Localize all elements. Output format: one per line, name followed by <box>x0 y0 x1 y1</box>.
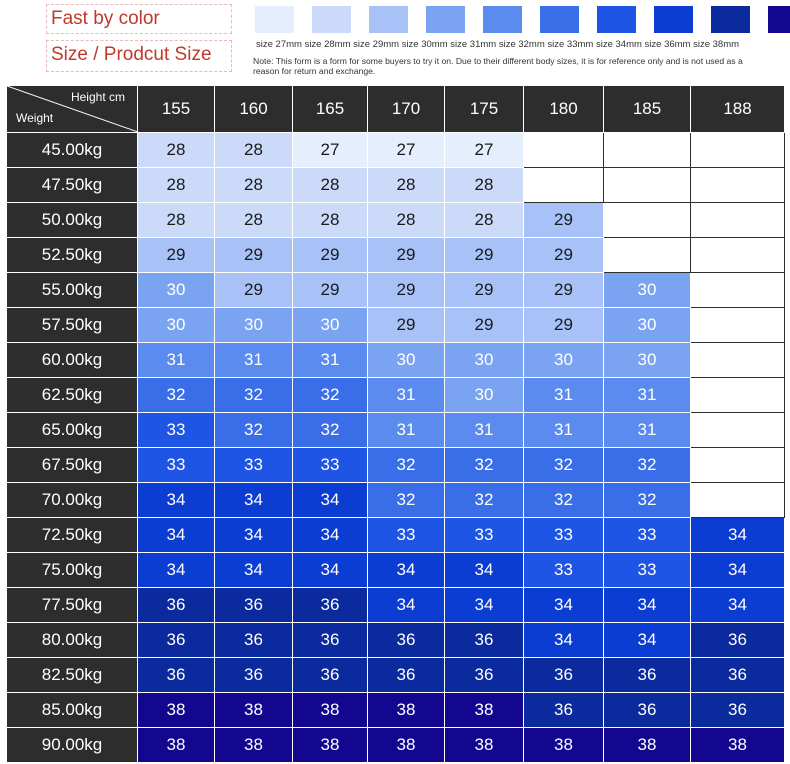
weight-label: 90.00kg <box>7 728 138 763</box>
size-cell: 32 <box>368 448 445 483</box>
table-row <box>7 483 785 518</box>
size-cell: 33 <box>445 518 524 553</box>
size-cell: 34 <box>604 588 691 623</box>
size-cell: 34 <box>215 553 293 588</box>
weight-label: 80.00kg <box>7 623 138 658</box>
size-cell: 27 <box>445 133 524 168</box>
size-cell: 34 <box>524 588 604 623</box>
size-cell: 34 <box>604 623 691 658</box>
size-cell: 29 <box>524 273 604 308</box>
table-row <box>7 658 785 693</box>
legend-swatch-36 <box>711 6 750 33</box>
height-header-175: 175 <box>445 86 524 133</box>
size-cell: 36 <box>138 588 215 623</box>
title-fast-by-color: Fast by color <box>46 4 232 34</box>
size-cell: 28 <box>138 168 215 203</box>
size-cell: 33 <box>524 553 604 588</box>
size-cell: 31 <box>293 343 368 378</box>
table-row <box>7 203 785 238</box>
color-legend <box>255 6 790 33</box>
weight-label: 65.00kg <box>7 413 138 448</box>
size-cell: 33 <box>138 448 215 483</box>
size-cell: 34 <box>691 588 785 623</box>
size-cell: 30 <box>604 343 691 378</box>
table-row <box>7 238 785 273</box>
size-cell: 33 <box>524 518 604 553</box>
size-cell: 29 <box>293 273 368 308</box>
size-cell: 34 <box>445 588 524 623</box>
size-cell: 32 <box>215 413 293 448</box>
size-cell: 31 <box>138 343 215 378</box>
size-cell: 33 <box>604 518 691 553</box>
weight-label: 82.50kg <box>7 658 138 693</box>
size-cell: 32 <box>215 378 293 413</box>
legend-swatch-27 <box>255 6 294 33</box>
weight-label: 50.00kg <box>7 203 138 238</box>
legend-swatch-38 <box>768 6 790 33</box>
size-cell: 30 <box>293 308 368 343</box>
height-header-165: 165 <box>293 86 368 133</box>
size-cell: 38 <box>293 728 368 763</box>
size-cell: 29 <box>215 273 293 308</box>
size-cell <box>691 378 785 413</box>
size-cell: 36 <box>445 658 524 693</box>
size-cell: 31 <box>604 413 691 448</box>
table-row <box>7 273 785 308</box>
table-row <box>7 588 785 623</box>
weight-label: 67.50kg <box>7 448 138 483</box>
weight-label: 85.00kg <box>7 693 138 728</box>
size-cell: 36 <box>138 623 215 658</box>
size-cell: 27 <box>368 133 445 168</box>
weight-label: 47.50kg <box>7 168 138 203</box>
size-cell: 38 <box>138 693 215 728</box>
size-cell: 36 <box>604 693 691 728</box>
size-cell <box>604 133 691 168</box>
size-cell: 34 <box>215 518 293 553</box>
size-cell: 28 <box>138 203 215 238</box>
size-cell: 34 <box>524 623 604 658</box>
size-cell: 36 <box>368 658 445 693</box>
table-row <box>7 133 785 168</box>
size-cell <box>691 413 785 448</box>
height-header-185: 185 <box>604 86 691 133</box>
size-cell: 28 <box>215 203 293 238</box>
size-cell: 32 <box>368 483 445 518</box>
size-cell: 34 <box>138 518 215 553</box>
size-cell: 31 <box>524 378 604 413</box>
size-cell: 36 <box>215 623 293 658</box>
size-cell: 36 <box>138 658 215 693</box>
legend-swatch-30 <box>426 6 465 33</box>
table-row <box>7 308 785 343</box>
size-cell: 32 <box>293 378 368 413</box>
size-cell: 31 <box>524 413 604 448</box>
size-cell: 36 <box>293 623 368 658</box>
size-cell: 34 <box>368 588 445 623</box>
table-row <box>7 623 785 658</box>
table-row <box>7 448 785 483</box>
size-cell: 36 <box>215 658 293 693</box>
height-header-160: 160 <box>215 86 293 133</box>
weight-label: 52.50kg <box>7 238 138 273</box>
size-cell: 31 <box>604 378 691 413</box>
disclaimer-note: Note: This form is a form for some buyers to try it on. Due to their different body sizes, it is for reference only and is not used as a reason for return and exchange. <box>253 56 743 76</box>
size-cell <box>691 273 785 308</box>
size-cell: 34 <box>368 553 445 588</box>
size-cell: 30 <box>445 343 524 378</box>
size-cell: 28 <box>215 168 293 203</box>
height-header-180: 180 <box>524 86 604 133</box>
size-cell: 34 <box>691 553 785 588</box>
size-cell <box>691 448 785 483</box>
size-cell: 31 <box>368 378 445 413</box>
title-product-size: Size / Prodcut Size <box>46 40 232 72</box>
size-cell: 36 <box>524 658 604 693</box>
size-cell: 34 <box>215 483 293 518</box>
size-cell: 32 <box>445 448 524 483</box>
weight-label: 45.00kg <box>7 133 138 168</box>
size-cell: 32 <box>445 483 524 518</box>
size-cell: 30 <box>604 273 691 308</box>
size-cell: 28 <box>368 203 445 238</box>
size-cell: 28 <box>138 133 215 168</box>
size-cell: 38 <box>691 728 785 763</box>
size-cell <box>524 168 604 203</box>
weight-label: 75.00kg <box>7 553 138 588</box>
size-cell: 28 <box>445 168 524 203</box>
legend-swatch-29 <box>369 6 408 33</box>
weight-label: 72.50kg <box>7 518 138 553</box>
height-header-188: 188 <box>691 86 785 133</box>
size-cell: 38 <box>445 693 524 728</box>
size-cell: 36 <box>293 588 368 623</box>
weight-label: 55.00kg <box>7 273 138 308</box>
size-cell: 34 <box>293 518 368 553</box>
weight-axis-label: Weight <box>16 111 54 125</box>
size-cell: 33 <box>604 553 691 588</box>
size-cell: 34 <box>445 553 524 588</box>
size-cell: 29 <box>445 238 524 273</box>
legend-swatch-32 <box>540 6 579 33</box>
height-header-row <box>7 86 785 133</box>
size-cell <box>604 238 691 273</box>
size-cell <box>691 483 785 518</box>
table-row <box>7 518 785 553</box>
size-cell: 32 <box>604 448 691 483</box>
size-cell: 29 <box>524 308 604 343</box>
table-row <box>7 168 785 203</box>
size-cell: 28 <box>368 168 445 203</box>
size-cell: 33 <box>138 413 215 448</box>
size-cell: 36 <box>524 693 604 728</box>
size-cell: 28 <box>293 203 368 238</box>
size-cell: 29 <box>215 238 293 273</box>
size-cell <box>604 168 691 203</box>
size-cell: 36 <box>368 623 445 658</box>
size-cell: 29 <box>138 238 215 273</box>
size-table <box>6 85 785 763</box>
height-header-155: 155 <box>138 86 215 133</box>
size-cell: 36 <box>691 658 785 693</box>
size-cell: 38 <box>215 728 293 763</box>
size-cell: 29 <box>524 238 604 273</box>
size-cell: 38 <box>604 728 691 763</box>
size-cell: 29 <box>368 308 445 343</box>
size-cell: 34 <box>293 483 368 518</box>
size-cell: 30 <box>215 308 293 343</box>
size-cell: 36 <box>604 658 691 693</box>
size-cell: 28 <box>293 168 368 203</box>
size-cell <box>691 168 785 203</box>
legend-swatch-31 <box>483 6 522 33</box>
height-header-170: 170 <box>368 86 445 133</box>
size-cell: 30 <box>138 273 215 308</box>
size-cell: 32 <box>138 378 215 413</box>
size-cell <box>691 343 785 378</box>
table-row <box>7 728 785 763</box>
size-cell: 32 <box>604 483 691 518</box>
weight-label: 60.00kg <box>7 343 138 378</box>
size-cell: 30 <box>445 378 524 413</box>
weight-label: 62.50kg <box>7 378 138 413</box>
size-cell: 36 <box>691 693 785 728</box>
size-cell: 30 <box>138 308 215 343</box>
size-cell <box>691 308 785 343</box>
size-cell: 33 <box>215 448 293 483</box>
size-cell: 34 <box>138 483 215 518</box>
size-cell: 38 <box>138 728 215 763</box>
size-cell: 38 <box>524 728 604 763</box>
size-cell: 38 <box>368 728 445 763</box>
table-row <box>7 693 785 728</box>
size-cell: 34 <box>293 553 368 588</box>
size-cell: 29 <box>445 308 524 343</box>
height-axis-label: Height cm <box>70 90 125 104</box>
size-cell: 36 <box>215 588 293 623</box>
size-cell: 29 <box>445 273 524 308</box>
size-cell: 31 <box>445 413 524 448</box>
table-row <box>7 553 785 588</box>
size-cell <box>691 203 785 238</box>
size-cell: 32 <box>524 483 604 518</box>
size-cell <box>524 133 604 168</box>
size-cell: 38 <box>215 693 293 728</box>
size-cell: 28 <box>215 133 293 168</box>
size-cell: 27 <box>293 133 368 168</box>
size-cell: 29 <box>524 203 604 238</box>
size-cell: 29 <box>368 273 445 308</box>
table-row <box>7 413 785 448</box>
weight-label: 77.50kg <box>7 588 138 623</box>
size-cell: 30 <box>368 343 445 378</box>
legend-swatch-28 <box>312 6 351 33</box>
weight-label: 70.00kg <box>7 483 138 518</box>
size-cell: 30 <box>524 343 604 378</box>
legend-swatch-33 <box>597 6 636 33</box>
size-cell <box>691 238 785 273</box>
size-cell: 38 <box>293 693 368 728</box>
size-cell <box>691 133 785 168</box>
size-cell: 33 <box>293 448 368 483</box>
size-cell: 34 <box>691 518 785 553</box>
size-cell: 36 <box>293 658 368 693</box>
size-cell: 29 <box>293 238 368 273</box>
size-cell: 31 <box>368 413 445 448</box>
table-corner <box>7 86 138 133</box>
size-cell: 30 <box>604 308 691 343</box>
size-cell: 36 <box>445 623 524 658</box>
legend-labels: size 27mm size 28mm size 29mm size 30mm size 31mm size 32mm size 33mm size 34mm size 36mm size 38mm <box>256 39 740 50</box>
size-cell: 38 <box>368 693 445 728</box>
size-cell: 33 <box>368 518 445 553</box>
size-cell: 32 <box>524 448 604 483</box>
size-cell: 32 <box>293 413 368 448</box>
size-cell: 28 <box>445 203 524 238</box>
legend-swatch-34 <box>654 6 693 33</box>
weight-label: 57.50kg <box>7 308 138 343</box>
size-cell <box>604 203 691 238</box>
size-cell: 38 <box>445 728 524 763</box>
table-row <box>7 343 785 378</box>
size-cell: 34 <box>138 553 215 588</box>
size-cell: 36 <box>691 623 785 658</box>
size-cell: 29 <box>368 238 445 273</box>
table-row <box>7 378 785 413</box>
size-cell: 31 <box>215 343 293 378</box>
